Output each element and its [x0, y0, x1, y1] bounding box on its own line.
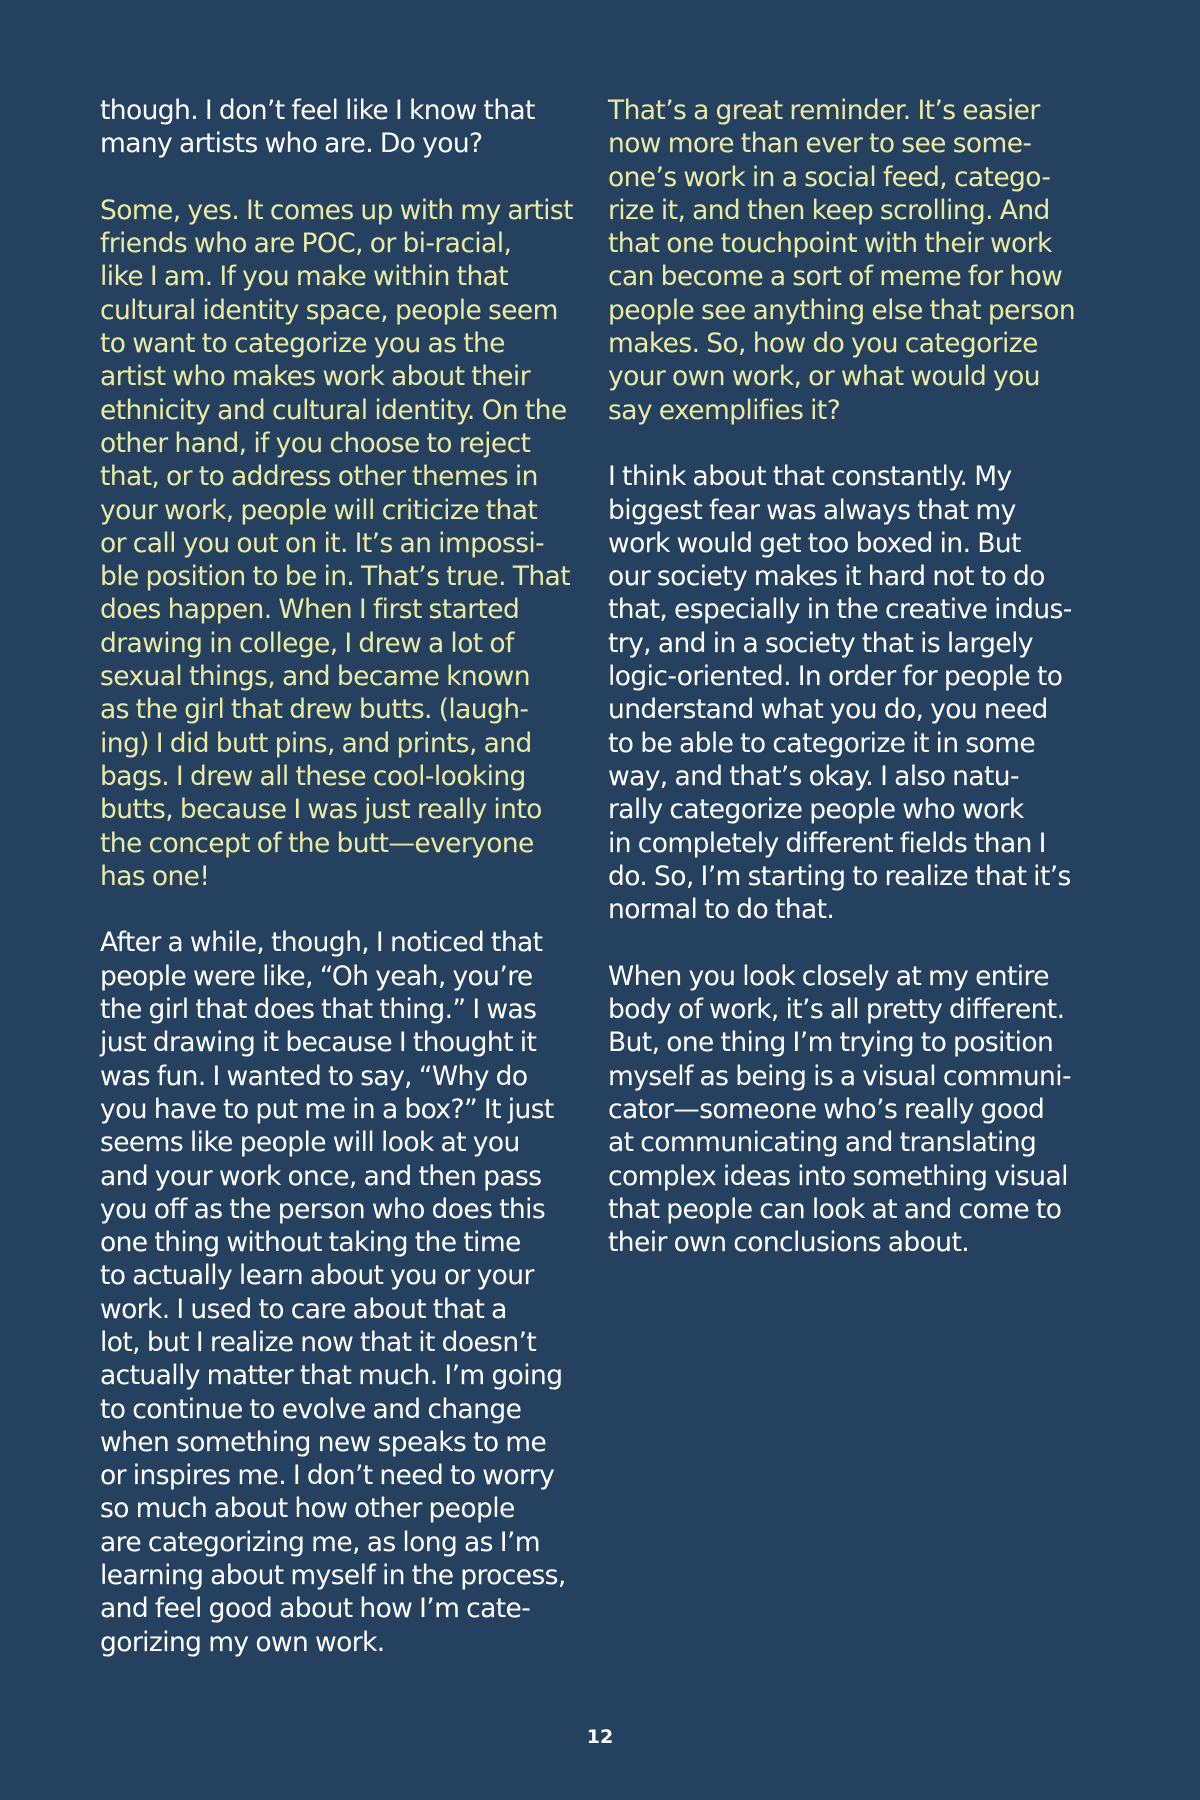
right-paragraph-1: That’s a great reminder. It’s easier now more than ever to see some- one’s work in a social feed, catego- rize it, and then keep scrolling. And that one touchpoint with their work can become a sort of meme for how people see anything else that person makes. So, how do you categorize your own work, or what would you say exemplifies it?: [608, 95, 1076, 426]
page-number: 12: [586, 1726, 614, 1748]
left-paragraph-2: Some, yes. It comes up with my artist friends who are POC, or bi-racial, like I am. If you make within that cultural identity space, people seem to want to categorize you as the artist who makes work about their ethnicity and cultural identity. On the other hand, if you choose to reject that, or to address other themes in your work, people will criticize that or call you out on it. It’s an impossi- ble position to be in. That’s true. That does happen. When I first started drawing in college, I drew a lot of sexual things, and became known as the girl that drew butts. (laugh- ing) I did butt pins, and prints, and bags. I drew all these cool-looking butts, because I was just really into the concept of the butt—everyone has one!: [100, 194, 573, 892]
right-paragraph-3: When you look closely at my entire body of work, it’s all pretty different. But, one thing I’m trying to position myself as being is a visual communi- cator—someone who’s really good at communicating and translating complex ideas into something visual that people can look at and come to their own conclusions about.: [608, 960, 1071, 1259]
left-paragraph-1: though. I don’t feel like I know that many artists who are. Do you?: [100, 95, 535, 160]
right-paragraph-2: I think about that constantly. My biggest fear was always that my work would get too boxed in. But our society makes it hard not to do that, especially in the creative indus- try, and in a society that is largely logic-oriented. In order for people to understand what you do, you need to be able to categorize it in some way, and that’s okay. I also natu- rally categorize people who work in completely different fields than I do. So, I’m starting to realize that it’s normal to do that.: [608, 461, 1072, 926]
left-column: [100, 94, 590, 1692]
right-column: [608, 94, 1106, 1293]
left-paragraph-3: After a while, though, I noticed that people were like, “Oh yeah, you’re the girl that does that thing.” I was just drawing it because I thought it was fun. I wanted to say, “Why do you have to put me in a box?” It just seems like people will look at you and your work once, and then pass you off as the person who does this one thing without taking the time to actually learn about you or your work. I used to care about that a lot, but I realize now that it doesn’t actually matter that much. I’m going to continue to evolve and change when something new speaks to me or inspires me. I don’t need to worry so much about how other people are categorizing me, as long as I’m learning about myself in the process, and feel good about how I’m cate- gorizing my own work.: [100, 927, 566, 1658]
